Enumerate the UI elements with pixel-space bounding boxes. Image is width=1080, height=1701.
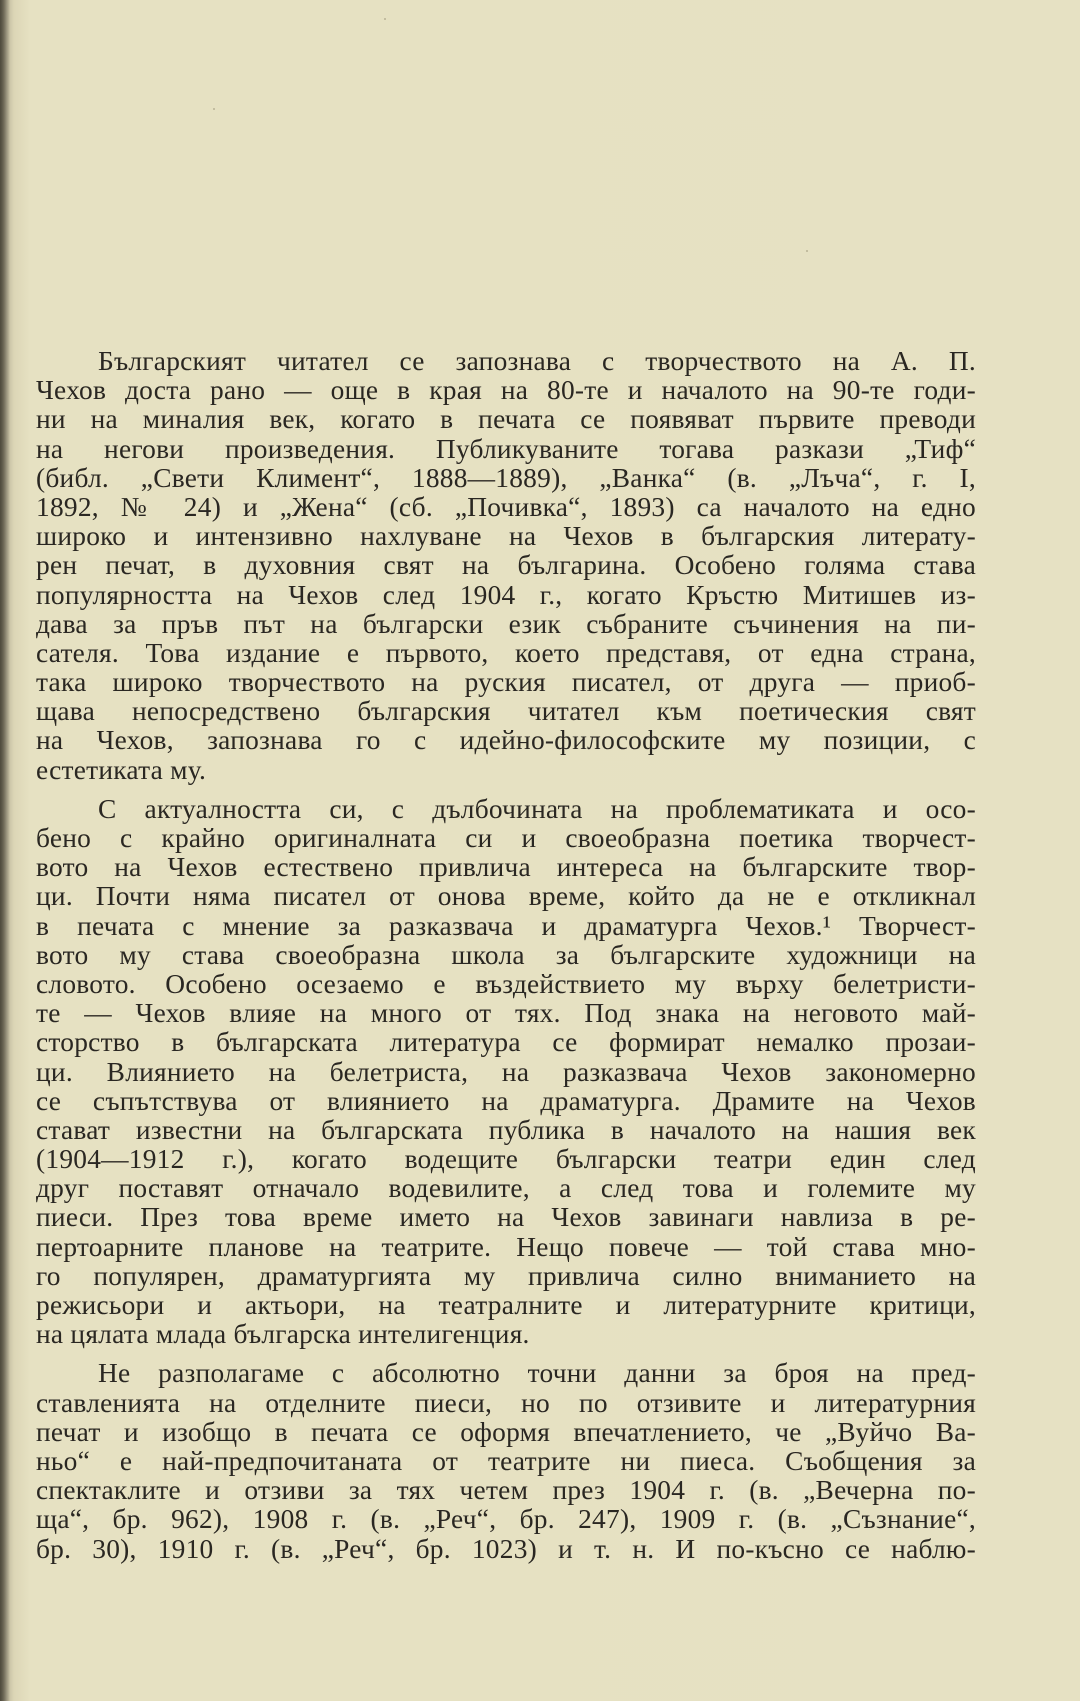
text-line: печат и изобщо в печата се оформя впечатлението, че „Вуйчо Ва- bbox=[36, 1416, 976, 1447]
text-line: 1892, № 24) и „Жена“ (сб. „Почивка“, 1893) са началото на едно bbox=[36, 491, 976, 522]
paragraph-2 bbox=[36, 795, 976, 1350]
text-line: стават известни на българската публика в началото на нашия век bbox=[36, 1114, 976, 1145]
text-line: в печата с мнение за разказвача и драматурга Чехов.¹ Творчест- bbox=[36, 910, 976, 941]
text-line: сторство в българската литература се формират немалко прозаи- bbox=[36, 1027, 976, 1058]
text-line: ставленията на отделните пиеси, но по отзивите и литературния bbox=[36, 1387, 976, 1418]
text-line: вото му става своеобразна школа за българските художници на bbox=[36, 939, 976, 970]
text-line: на Чехов, запознава го с идейно-философските му позиции, с bbox=[36, 725, 976, 756]
body-text bbox=[36, 347, 976, 1564]
paper-speck bbox=[384, 18, 386, 20]
text-line: ци. Почти няма писател от онова време, който да не е откликнал bbox=[36, 881, 976, 912]
text-line: на цялата млада българска интелигенция. bbox=[36, 1319, 530, 1350]
text-line: спектаклите и отзиви за тях четем през 1904 г. (в. „Вечерна по- bbox=[36, 1475, 976, 1506]
text-line: бр. 30), 1910 г. (в. „Реч“, бр. 1023) и т. н. И по-късно се наблю- bbox=[36, 1533, 976, 1564]
text-line: Чехов доста рано — още в края на 80-те и началото на 90-те годи- bbox=[36, 375, 976, 406]
text-line: дава за пръв път на български език събраните съчинения на пи- bbox=[36, 608, 976, 639]
text-line: те — Чехов влияе на много от тях. Под знака на неговото май- bbox=[36, 998, 976, 1029]
text-line: естетиката му. bbox=[36, 754, 207, 785]
text-line: го популярен, драматургията му привлича силно вниманието на bbox=[36, 1260, 976, 1291]
text-line: ни на миналия век, когато в печата се появяват първите преводи bbox=[36, 404, 976, 435]
page-spine-shadow bbox=[0, 0, 10, 1701]
text-line: щава непосредствено българския читател към поетическия свят bbox=[36, 696, 976, 727]
text-line: режисьори и актьори, на театралните и литературните критици, bbox=[36, 1290, 976, 1320]
text-line: пиеси. През това време името на Чехов завинаги навлиза в ре- bbox=[36, 1202, 976, 1233]
paragraph-3 bbox=[36, 1359, 976, 1563]
text-line: на негови произведения. Публикуваните тогава разкази „Тиф“ bbox=[36, 433, 976, 464]
text-line: ци. Влиянието на белетриста, на разказвача Чехов закономерно bbox=[36, 1056, 976, 1087]
text-line: (1904—1912 г.), когато водещите български театри един след bbox=[36, 1144, 976, 1175]
text-line: рен печат, в духовния свят на българина. Особено голяма става bbox=[36, 550, 976, 581]
paper-speck bbox=[213, 108, 215, 110]
text-line: друг поставят отначало водевилите, а след това и големите му bbox=[36, 1173, 976, 1204]
text-line: сателя. Това издание е първото, което представя, от една страна, bbox=[36, 637, 976, 668]
text-line: словото. Особено осезаемо е въздействието му върху белетристи- bbox=[36, 968, 976, 999]
text-line: ща“, бр. 962), 1908 г. (в. „Реч“, бр. 247), 1909 г. (в. „Съзнание“, bbox=[36, 1504, 976, 1535]
text-line: Не разполагаме с абсолютно точни данни за броя на пред- bbox=[98, 1358, 976, 1389]
paper-speck bbox=[806, 250, 808, 252]
text-line: популярността на Чехов след 1904 г., когато Кръстю Митишев из- bbox=[36, 579, 976, 610]
text-line: Българският читател се запознава с творчеството на А. П. bbox=[98, 346, 976, 376]
text-line: така широко творчеството на руския писател, от друга — приоб- bbox=[36, 667, 976, 698]
text-line: С актуалността си, с дълбочината на проблематиката и осо- bbox=[98, 793, 976, 824]
text-line: (библ. „Свети Климент“, 1888—1889), „Ванка“ (в. „Лъча“, г. I, bbox=[36, 462, 976, 493]
text-line: се съпътствува от влиянието на драматурга. Драмите на Чехов bbox=[36, 1085, 976, 1116]
text-line: пертоарните планове на театрите. Нещо повече — той става мно- bbox=[36, 1231, 976, 1262]
text-line: вото на Чехов естествено привлича интереса на българските твор- bbox=[36, 852, 976, 883]
paragraph-1 bbox=[36, 347, 976, 785]
text-line: бено с крайно оригиналната си и своеобразна поетика творчест- bbox=[36, 823, 976, 853]
text-line: ньо“ е най-предпочитаната от театрите ни пиеса. Съобщения за bbox=[36, 1445, 976, 1476]
text-line: широко и интензивно нахлуване на Чехов в българския литерату- bbox=[36, 521, 976, 552]
